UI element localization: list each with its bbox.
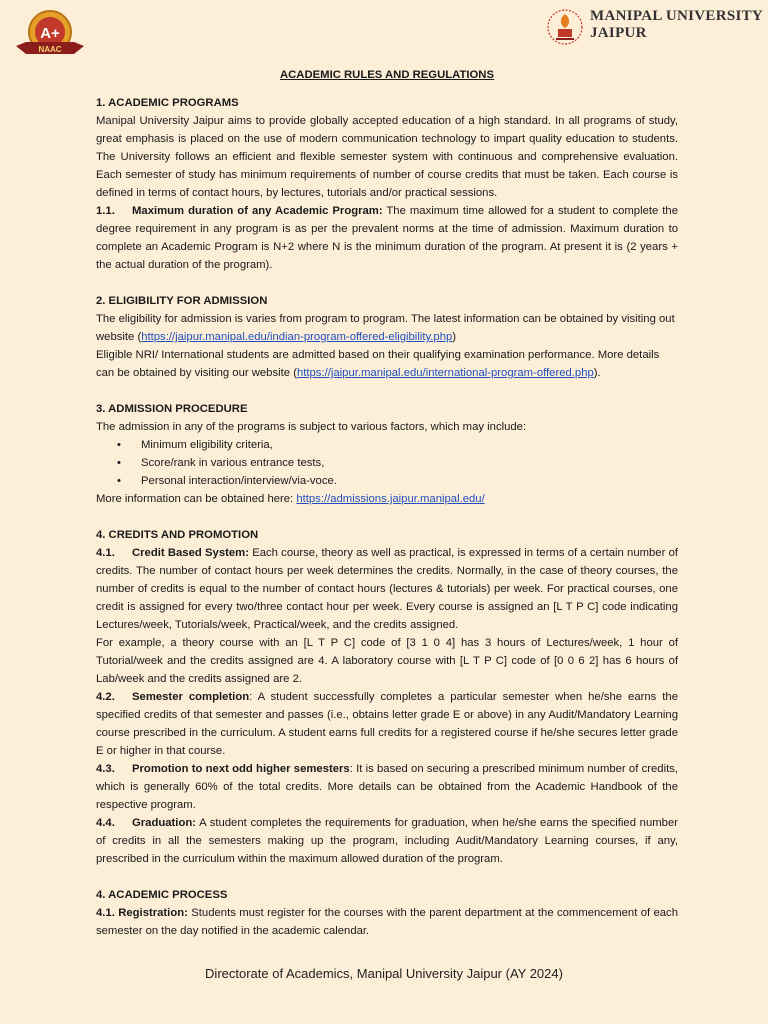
paragraph: For example, a theory course with an [L T P C] code of [3 1 0 4] has 3 hours of Lectures/week, 1 hour of Tutorial/week and the credits assigned are 4. A laboratory course with [L T P C] code of [0 0 6 2] has 6 hours of Lab/week and the credits assigned are 2.: [96, 637, 678, 685]
naac-logo: [12, 8, 88, 62]
subsection: [96, 814, 678, 868]
subsection: [96, 202, 678, 274]
naac-label: NAAC: [38, 45, 62, 54]
subsection-body: The maximum time allowed for a student to complete the degree requirement in any program is as per the prevalent norms at the time of admission. Maximum duration to complete an Academic Program is N+2 where N is the minimum duration of the program. At present it is (2 years + the actual duration of the program).: [96, 205, 678, 271]
subsection-body: : It is based on securing a prescribed minimum number of credits, which is generally 60% of the total credits. More details can be obtained from the Academic Handbook of the respective program.: [96, 763, 679, 811]
subsection-title: Credit Based System:: [132, 547, 249, 559]
paragraph: More information can be obtained here: https://admissions.jaipur.manipal.edu/: [96, 493, 485, 505]
university-name-line2: JAIPUR: [590, 25, 647, 41]
subsection-number: 4.4.: [96, 817, 115, 829]
subsection-number: 4.1.: [96, 547, 115, 559]
subsection-number: 1.1.: [96, 205, 115, 217]
paragraph: Eligible NRI/ International students are admitted based on their qualifying examination performance. More details can be obtained by visiting our website (https://jaipur.manipal.edu/international-program-offered.php).: [96, 349, 660, 379]
subsection-number: 4.2.: [96, 691, 115, 703]
subsection-title: Promotion to next odd higher semesters: [132, 763, 350, 775]
subsection: [96, 904, 678, 940]
list-item: • Minimum eligibility criteria,: [96, 436, 678, 454]
section-heading: 2. ELIGIBILITY FOR ADMISSION: [96, 295, 268, 307]
subsection: [96, 544, 678, 634]
section-heading: 4. CREDITS AND PROMOTION: [96, 529, 259, 541]
paragraph: Manipal University Jaipur aims to provide globally accepted education of a high standard. In all programs of study, great emphasis is placed on the use of modern communication technology to impart quality education to students. The University follows an efficient and flexible semester system with continuous and comprehensive evaluation. Each semester of study has minimum requirements of number of course credits that must be taken. Each course is defined in terms of contact hours, by lectures, tutorials and/or practical sessions.: [96, 115, 678, 199]
criteria-list: [96, 436, 678, 490]
subsection-body: Each course, theory as well as practical, is expressed in terms of a certain number of credits. The number of contact hours per week determines the credits. Normally, in the case of theory courses, the number of credits is equal to the number of contact hours (lectures & tutorials) per week. For practical courses, one credit is assigned for every two/three contact hour per week. Every course is assigned an [L T P C] code indicating Lectures/week, Tutorials/week, Practical/week, and the credits assigned.: [96, 547, 679, 631]
subsection-title: Graduation:: [132, 817, 197, 829]
subsection-title: Maximum duration of any Academic Program:: [132, 205, 383, 217]
section-heading: 4. ACADEMIC PROCESS: [96, 889, 228, 901]
eligibility-link[interactable]: https://jaipur.manipal.edu/indian-program-offered-eligibility.php: [141, 331, 453, 343]
paragraph: The eligibility for admission is varies from program to program. The latest information can be obtained by visiting out website (https://jaipur.manipal.edu/indian-program-offered-eligibility.php): [96, 313, 675, 343]
university-name-line1: MANIPAL UNIVERSITY: [590, 8, 764, 24]
subsection-title: Semester completion: [132, 691, 250, 703]
paragraph: The admission in any of the programs is subject to various factors, which may include:: [96, 421, 527, 433]
list-item: • Personal interaction/interview/via-voce.: [96, 472, 678, 490]
subsection-title: 4.1. Registration:: [96, 907, 188, 919]
document-body: [96, 66, 678, 940]
admissions-link[interactable]: https://admissions.jaipur.manipal.edu/: [296, 493, 485, 505]
section-heading: 3. ADMISSION PROCEDURE: [96, 403, 248, 415]
subsection: [96, 688, 678, 760]
university-logo: [546, 8, 763, 54]
document-title: ACADEMIC RULES AND REGULATIONS: [279, 69, 494, 81]
subsection-body: A student completes the requirements for graduation, when he/she earns the specified number of credits in all the semesters making up the program, including Audit/Mandatory Learning courses, if any, prescribed in the curriculum within the maximum allowed duration of the program.: [96, 817, 678, 865]
subsection-body: Students must register for the courses with the parent department at the commencement of each semester on the day notified in the academic calendar.: [96, 907, 678, 937]
subsection: [96, 760, 678, 814]
list-item: • Score/rank in various entrance tests,: [96, 454, 678, 472]
naac-grade: A+: [40, 25, 60, 42]
subsection-body: : A student successfully completes a particular semester when he/she earns the specified credits of that semester and passes (i.e., obtains letter grade E or above) in any Audit/Mandatory Learning course prescribed in the curriculum. A student earns full credits for a registered course if he/she secures letter grade E or higher in that course.: [96, 691, 679, 757]
international-program-link[interactable]: https://jaipur.manipal.edu/international-program-offered.php: [296, 367, 594, 379]
university-emblem-icon: [546, 8, 584, 54]
section-heading: 1. ACADEMIC PROGRAMS: [96, 97, 239, 109]
subsection-number: 4.3.: [96, 763, 115, 775]
page-footer: Directorate of Academics, Manipal University Jaipur (AY 2024): [205, 966, 563, 981]
